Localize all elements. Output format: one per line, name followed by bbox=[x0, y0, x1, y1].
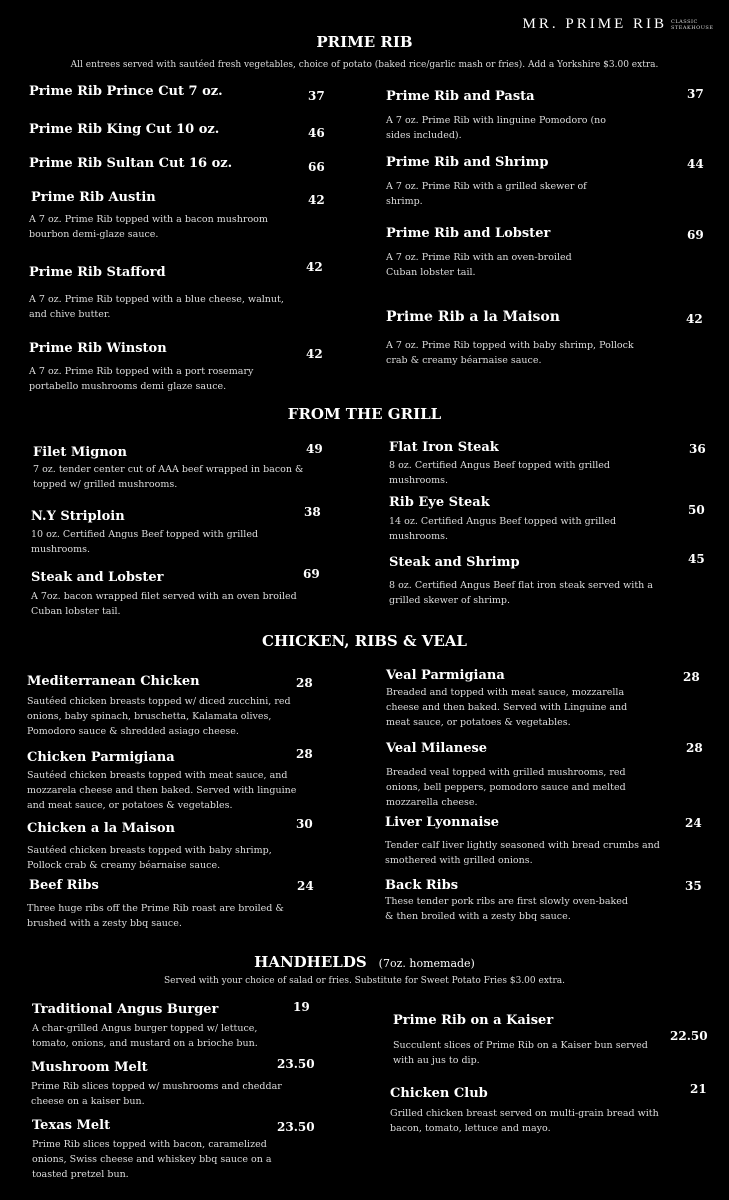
item-name: Prime Rib Prince Cut 7 oz. bbox=[29, 84, 223, 99]
item-price: 42 bbox=[306, 260, 323, 274]
item-price: 28 bbox=[683, 670, 700, 684]
item-name: Prime Rib and Lobster bbox=[386, 226, 551, 241]
item-description: Prime Rib slices topped with bacon, caramelized onions, Swiss cheese and whiskey bbq sauce on a toasted pretzel bun. bbox=[32, 1139, 272, 1180]
item-description: Breaded and topped with meat sauce, mozzarella cheese and then baked. Served with Linguine and meat sauce, or potatoes & vegetables. bbox=[386, 687, 628, 728]
item-description: Succulent slices of Prime Rib on a Kaiser bun served with au jus to dip. bbox=[393, 1040, 648, 1066]
item-price: 23.50 bbox=[277, 1120, 315, 1134]
item-price: 69 bbox=[303, 567, 320, 581]
item-description: Three huge ribs off the Prime Rib roast are broiled & brushed with a zesty bbq sauce. bbox=[27, 903, 284, 929]
item-price: 30 bbox=[296, 817, 313, 831]
item-description: Sautéed chicken breasts topped with meat sauce, and mozzarela cheese and then baked. Served with linguine and meat sauce, or potatoes & vegetables. bbox=[27, 770, 297, 811]
section-title-handhelds bbox=[0, 953, 729, 971]
item-description: A 7 oz. Prime Rib topped with a blue cheese, walnut, and chive butter. bbox=[29, 294, 284, 320]
item-name: Flat Iron Steak bbox=[389, 440, 499, 455]
logo bbox=[522, 16, 714, 33]
item-name: Prime Rib and Pasta bbox=[386, 89, 535, 104]
item-description: A char-grilled Angus burger topped w/ lettuce, tomato, onions, and mustard on a brioche bun. bbox=[32, 1023, 258, 1049]
item-description: Sautéed chicken breasts topped w/ diced zucchini, red onions, baby spinach, bruschetta, Kalamata olives, Pomodoro sauce & shredded asiago cheese. bbox=[27, 696, 291, 737]
item-description: 8 oz. Certified Angus Beef topped with grilled mushrooms. bbox=[389, 460, 611, 486]
section-title-grill: FROM THE GRILL bbox=[287, 405, 442, 423]
item-name: Prime Rib and Shrimp bbox=[386, 155, 549, 170]
item-name: Beef Ribs bbox=[29, 878, 99, 893]
item-name: Prime Rib Austin bbox=[31, 190, 156, 205]
item-price: 23.50 bbox=[277, 1057, 315, 1071]
item-name: Filet Mignon bbox=[33, 445, 127, 460]
item-name: Prime Rib a la Maison bbox=[386, 309, 560, 325]
item-price: 42 bbox=[308, 193, 325, 207]
item-name: Veal Milanese bbox=[386, 741, 488, 756]
item-description: A 7 oz. Prime Rib with linguine Pomodoro (no sides included). bbox=[386, 115, 607, 141]
item-price: 45 bbox=[688, 552, 705, 566]
item-price: 50 bbox=[688, 503, 705, 517]
item-name: Back Ribs bbox=[385, 878, 459, 893]
item-name: Mushroom Melt bbox=[31, 1060, 148, 1075]
item-description: 8 oz. Certified Angus Beef flat iron steak served with a grilled skewer of shrimp. bbox=[389, 580, 653, 606]
item-price: 42 bbox=[686, 312, 703, 326]
item-description: 10 oz. Certified Angus Beef topped with grilled mushrooms. bbox=[31, 529, 259, 555]
item-name: Rib Eye Steak bbox=[389, 495, 490, 510]
item-description: A 7 oz. Prime Rib topped with a port rosemary portabello mushrooms demi glaze sauce. bbox=[29, 366, 254, 392]
item-description: 7 oz. tender center cut of AAA beef wrapped in bacon & topped w/ grilled mushrooms. bbox=[33, 464, 304, 490]
handhelds-title: HANDHELDS bbox=[254, 953, 367, 971]
item-price: 46 bbox=[308, 126, 325, 140]
prime-rib-note: All entrees served with sautéed fresh vegetables, choice of potato (baked rice/garlic mash or fries). Add a Yorkshire $3.00 extra. bbox=[70, 60, 659, 70]
item-name: Texas Melt bbox=[32, 1118, 111, 1133]
handhelds-subtitle: (7oz. homemade) bbox=[378, 957, 475, 970]
item-description: Tender calf liver lightly seasoned with bread crumbs and smothered with grilled onions. bbox=[385, 840, 660, 866]
item-description: A 7 oz. Prime Rib topped with baby shrimp, Pollock crab & creamy béarnaise sauce. bbox=[386, 340, 634, 366]
item-name: Prime Rib King Cut 10 oz. bbox=[29, 122, 220, 137]
item-price: 66 bbox=[308, 160, 325, 174]
item-price: 24 bbox=[297, 879, 314, 893]
item-price: 49 bbox=[306, 442, 323, 456]
item-price: 28 bbox=[686, 741, 703, 755]
item-description: Prime Rib slices topped w/ mushrooms and cheddar cheese on a kaiser bun. bbox=[31, 1081, 282, 1107]
item-name: Steak and Lobster bbox=[31, 570, 164, 585]
item-description: Grilled chicken breast served on multi-grain bread with bacon, tomato, lettuce and mayo. bbox=[390, 1108, 659, 1134]
item-price: 36 bbox=[689, 442, 706, 456]
item-price: 37 bbox=[308, 89, 325, 103]
item-name: Chicken Club bbox=[390, 1086, 488, 1101]
item-price: 38 bbox=[304, 505, 321, 519]
handhelds-note: Served with your choice of salad or fries. Substitute for Sweet Potato Fries $3.00 extra. bbox=[163, 976, 566, 986]
item-price: 22.50 bbox=[670, 1029, 708, 1043]
item-price: 21 bbox=[690, 1082, 707, 1096]
item-name: Chicken a la Maison bbox=[27, 821, 175, 836]
item-price: 28 bbox=[296, 747, 313, 761]
item-price: 28 bbox=[296, 676, 313, 690]
item-price: 44 bbox=[687, 157, 704, 171]
item-description: A 7 oz. Prime Rib with a grilled skewer of shrimp. bbox=[386, 181, 587, 207]
section-title-prime-rib: PRIME RIB bbox=[316, 33, 413, 51]
item-description: A 7 oz. Prime Rib topped with a bacon mushroom bourbon demi-glaze sauce. bbox=[29, 214, 268, 240]
item-name: Steak and Shrimp bbox=[389, 555, 520, 570]
item-name: Prime Rib on a Kaiser bbox=[393, 1013, 554, 1028]
item-name: Veal Parmigiana bbox=[386, 668, 505, 683]
item-price: 42 bbox=[306, 347, 323, 361]
item-description: Sautéed chicken breasts topped with baby shrimp, Pollock crab & creamy béarnaise sauce. bbox=[27, 845, 272, 871]
item-name: Traditional Angus Burger bbox=[32, 1002, 219, 1017]
item-name: Prime Rib Sultan Cut 16 oz. bbox=[29, 156, 233, 171]
logo-name: MR. PRIME RIB bbox=[522, 16, 667, 32]
item-description: A 7 oz. Prime Rib with an oven-broiled Cuban lobster tail. bbox=[386, 252, 572, 278]
item-description: 14 oz. Certified Angus Beef topped with grilled mushrooms. bbox=[389, 516, 617, 542]
item-name: Prime Rib Winston bbox=[29, 341, 167, 356]
item-name: Chicken Parmigiana bbox=[27, 750, 175, 765]
logo-subtitle: CLASSIC STEAKHOUSE bbox=[671, 18, 714, 31]
item-price: 24 bbox=[685, 816, 702, 830]
item-name: N.Y Striploin bbox=[31, 509, 125, 524]
item-name: Liver Lyonnaise bbox=[385, 815, 500, 830]
section-title-chicken: CHICKEN, RIBS & VEAL bbox=[262, 632, 467, 650]
item-description: A 7oz. bacon wrapped filet served with an oven broiled Cuban lobster tail. bbox=[31, 591, 297, 617]
item-description: Breaded veal topped with grilled mushrooms, red onions, bell peppers, pomodoro sauce and melted mozzarella cheese. bbox=[386, 767, 626, 808]
item-price: 37 bbox=[687, 87, 704, 101]
item-description: These tender pork ribs are first slowly oven-baked & then broiled with a zesty bbq sauce. bbox=[385, 896, 628, 922]
item-price: 69 bbox=[687, 228, 704, 242]
item-price: 19 bbox=[293, 1000, 310, 1014]
item-price: 35 bbox=[685, 879, 702, 893]
item-name: Prime Rib Stafford bbox=[29, 265, 166, 280]
item-name: Mediterranean Chicken bbox=[27, 674, 200, 689]
